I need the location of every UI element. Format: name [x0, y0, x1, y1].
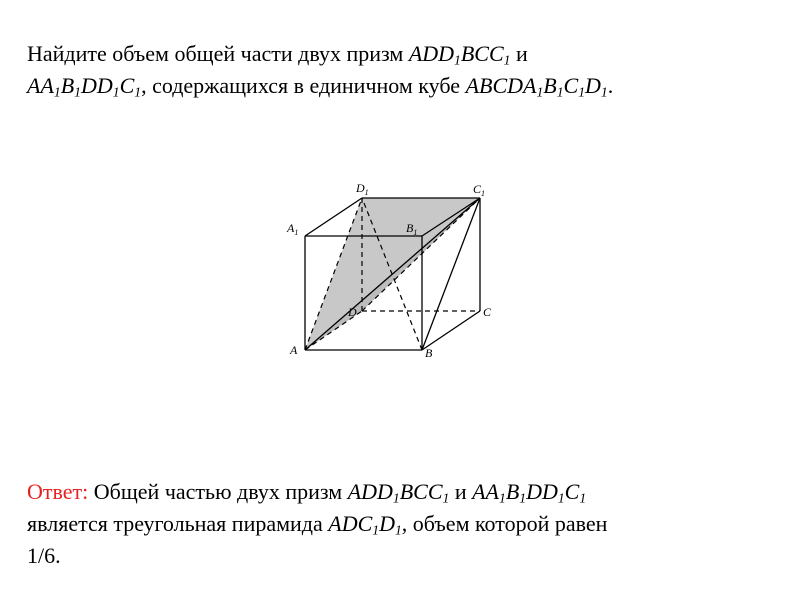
cube-name: $ABCDA_1B_1C_1D_1$	[465, 73, 608, 100]
cube-figure	[270, 170, 520, 370]
problem-text-2: , содержащихся в единичном кубе	[141, 73, 466, 98]
edge-bc	[422, 311, 480, 350]
label-d1: $D_1$	[356, 181, 369, 197]
prism-1-name: $ADD_1BCC_1$	[408, 41, 511, 68]
label-c1: $C_1$	[473, 182, 486, 198]
answer-label: Ответ:	[27, 479, 89, 504]
conjunction: и	[510, 41, 528, 66]
answer-block: Ответ: Общей частью двух призм $ADD_1BCC_1$ и $AA_1B_1DD_1C_1$ является треугольная пирамида $ADC_1D_1$, объем которой равен 1/6.	[27, 479, 608, 568]
problem-statement: Найдите объем общей части двух призм $ADD_1BCC_1$ и $AA_1B_1DD_1C_1$, содержащихся в единичном кубе $ABCDA_1B_1C_1D_1$.	[27, 41, 614, 100]
problem-text: Найдите объем общей части двух призм	[27, 41, 409, 66]
label-a: A	[290, 343, 298, 357]
answer-pyramid: $ADC_1D_1$	[328, 511, 402, 538]
answer-prism-2: $AA_1B_1DD_1C_1$	[472, 479, 587, 506]
answer-value: 1/6.	[27, 543, 61, 568]
answer-text-1: Общей частью двух призм	[88, 479, 348, 504]
label-d: D	[348, 305, 357, 319]
prism-2-name: $AA_1B_1DD_1C_1$	[27, 73, 142, 100]
label-b: B	[425, 346, 433, 360]
answer-prism-1: $ADD_1BCC_1$	[347, 479, 450, 506]
label-b1: $B_1$	[406, 221, 418, 237]
label-a1: $A_1$	[287, 221, 299, 237]
answer-text-3: , объем которой равен	[401, 511, 608, 536]
answer-text-2: является треугольная пирамида	[27, 511, 329, 536]
label-c: C	[483, 305, 492, 319]
cube-diagram	[270, 170, 520, 370]
